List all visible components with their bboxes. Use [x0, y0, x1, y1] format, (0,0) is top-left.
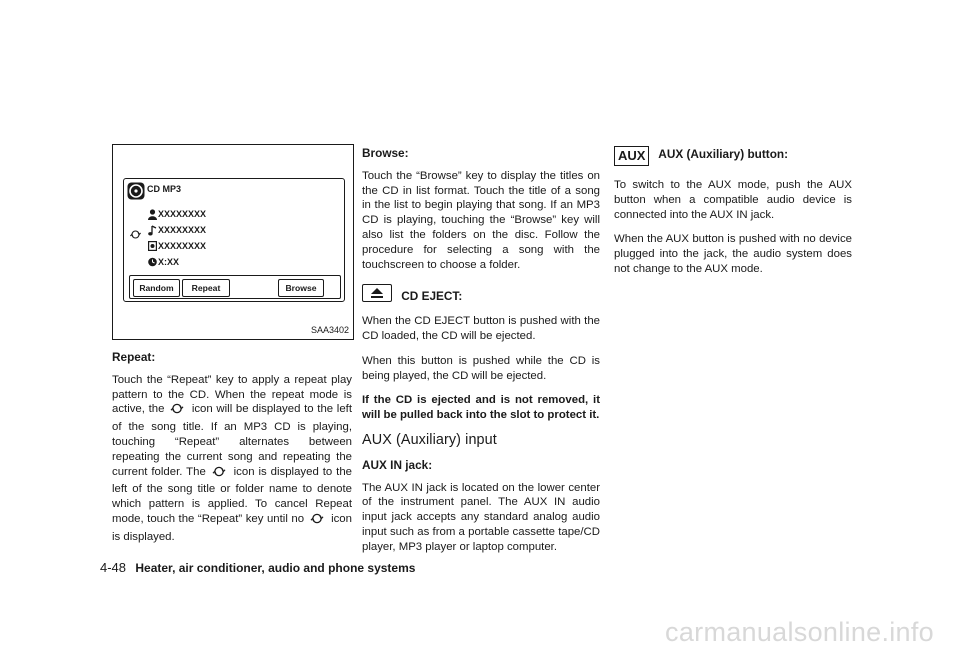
browse-text: Touch the “Browse” key to display the titles on the CD in list format. Touch the title of a song in the list to begin playing that song. If an MP3 CD is playing, touching the “Browse” key will also list the folders on the disc. Follow the procedure for selecting a song with the touchscreen to choose a folder. [362, 169, 600, 271]
repeat-text-3: icon is displayed to the left of the song title or folder name to denote which pattern is applied. To cancel Repeat mode, touch the “Repeat” key until no [112, 465, 352, 525]
repeat-icon [130, 227, 141, 245]
random-button[interactable]: Random [133, 279, 180, 297]
aux-paragraph-1: To switch to the AUX mode, push the AUX button when a compatible audio device is connected into the AUX IN jack. [614, 179, 852, 221]
clock-icon [148, 257, 157, 267]
repeat-text-2: icon will be displayed to the left of the song title. If an MP3 CD is playing, touching “Repeat” alternates between repeating the current song and repeating the current folder. The [112, 403, 352, 478]
watermark: carmanualsonline.info [665, 617, 934, 647]
repeat-heading: Repeat: [112, 350, 156, 364]
aux-button-heading: AUX (Auxiliary) button: [658, 147, 789, 161]
play-time: X:XX [158, 257, 180, 267]
eject-paragraph-2: When this button is pushed while the CD is being played, the CD will be ejected. [362, 354, 600, 382]
aux-button-heading-row [614, 146, 852, 166]
artist-icon [148, 209, 157, 220]
page-footer [100, 560, 415, 575]
disc-icon [127, 182, 145, 205]
track-artist: XXXXXXXX [158, 209, 207, 219]
cd-mp3-screen-figure [112, 144, 354, 340]
cd-eject-heading: CD EJECT: [401, 289, 463, 304]
eject-paragraph-3: If the CD is ejected and is not removed, it will be pulled back into the slot to protect it. [362, 394, 600, 422]
folder-icon [148, 241, 157, 251]
display-screen [123, 178, 345, 302]
repeat-icon [170, 402, 184, 420]
browse-heading: Browse: [362, 146, 409, 160]
aux-icon [614, 146, 649, 166]
repeat-button[interactable]: Repeat [182, 279, 230, 297]
footer-title: Heater, air conditioner, audio and phone systems [135, 561, 416, 575]
aux-jack-text: The AUX IN jack is located on the lower center of the instrument panel. The AUX IN audio input jack accepts any standard analog audio input such as from a portable cassette tape/CD player, MP3 player or laptop computer. [362, 481, 600, 553]
cd-eject-heading-row [362, 284, 600, 306]
screen-title: CD MP3 [147, 184, 182, 194]
browse-button[interactable]: Browse [278, 279, 324, 297]
aux-jack-heading: AUX IN jack: [362, 457, 433, 472]
track-song: XXXXXXXX [158, 225, 207, 235]
aux-icon-label: AUX [618, 148, 646, 163]
button-bar [129, 275, 341, 299]
column-2 [362, 146, 600, 565]
track-folder: XXXXXXXX [158, 241, 207, 251]
eject-paragraph-1: When the CD EJECT button is pushed with the CD loaded, the CD will be ejected. [362, 315, 600, 342]
figure-id: SAA3402 [310, 325, 349, 335]
aux-section-heading: AUX (Auxiliary) input [362, 431, 497, 448]
repeat-text-4: icon is displayed. [112, 512, 352, 543]
column-3 [614, 146, 852, 287]
repeat-icon [212, 465, 226, 483]
eject-icon [362, 284, 392, 306]
aux-paragraph-2: When the AUX button is pushed with no device plugged into the jack, the audio system does not change to the AUX mode. [614, 233, 852, 275]
repeat-icon [310, 512, 324, 530]
note-icon [148, 225, 157, 236]
repeat-text-1: Touch the “Repeat” key to apply a repeat play pattern to the CD. When the repeat mode is active, the [112, 373, 352, 416]
repeat-paragraph [112, 373, 352, 545]
page-number: 4-48 [100, 560, 127, 575]
column-1 [112, 350, 352, 555]
